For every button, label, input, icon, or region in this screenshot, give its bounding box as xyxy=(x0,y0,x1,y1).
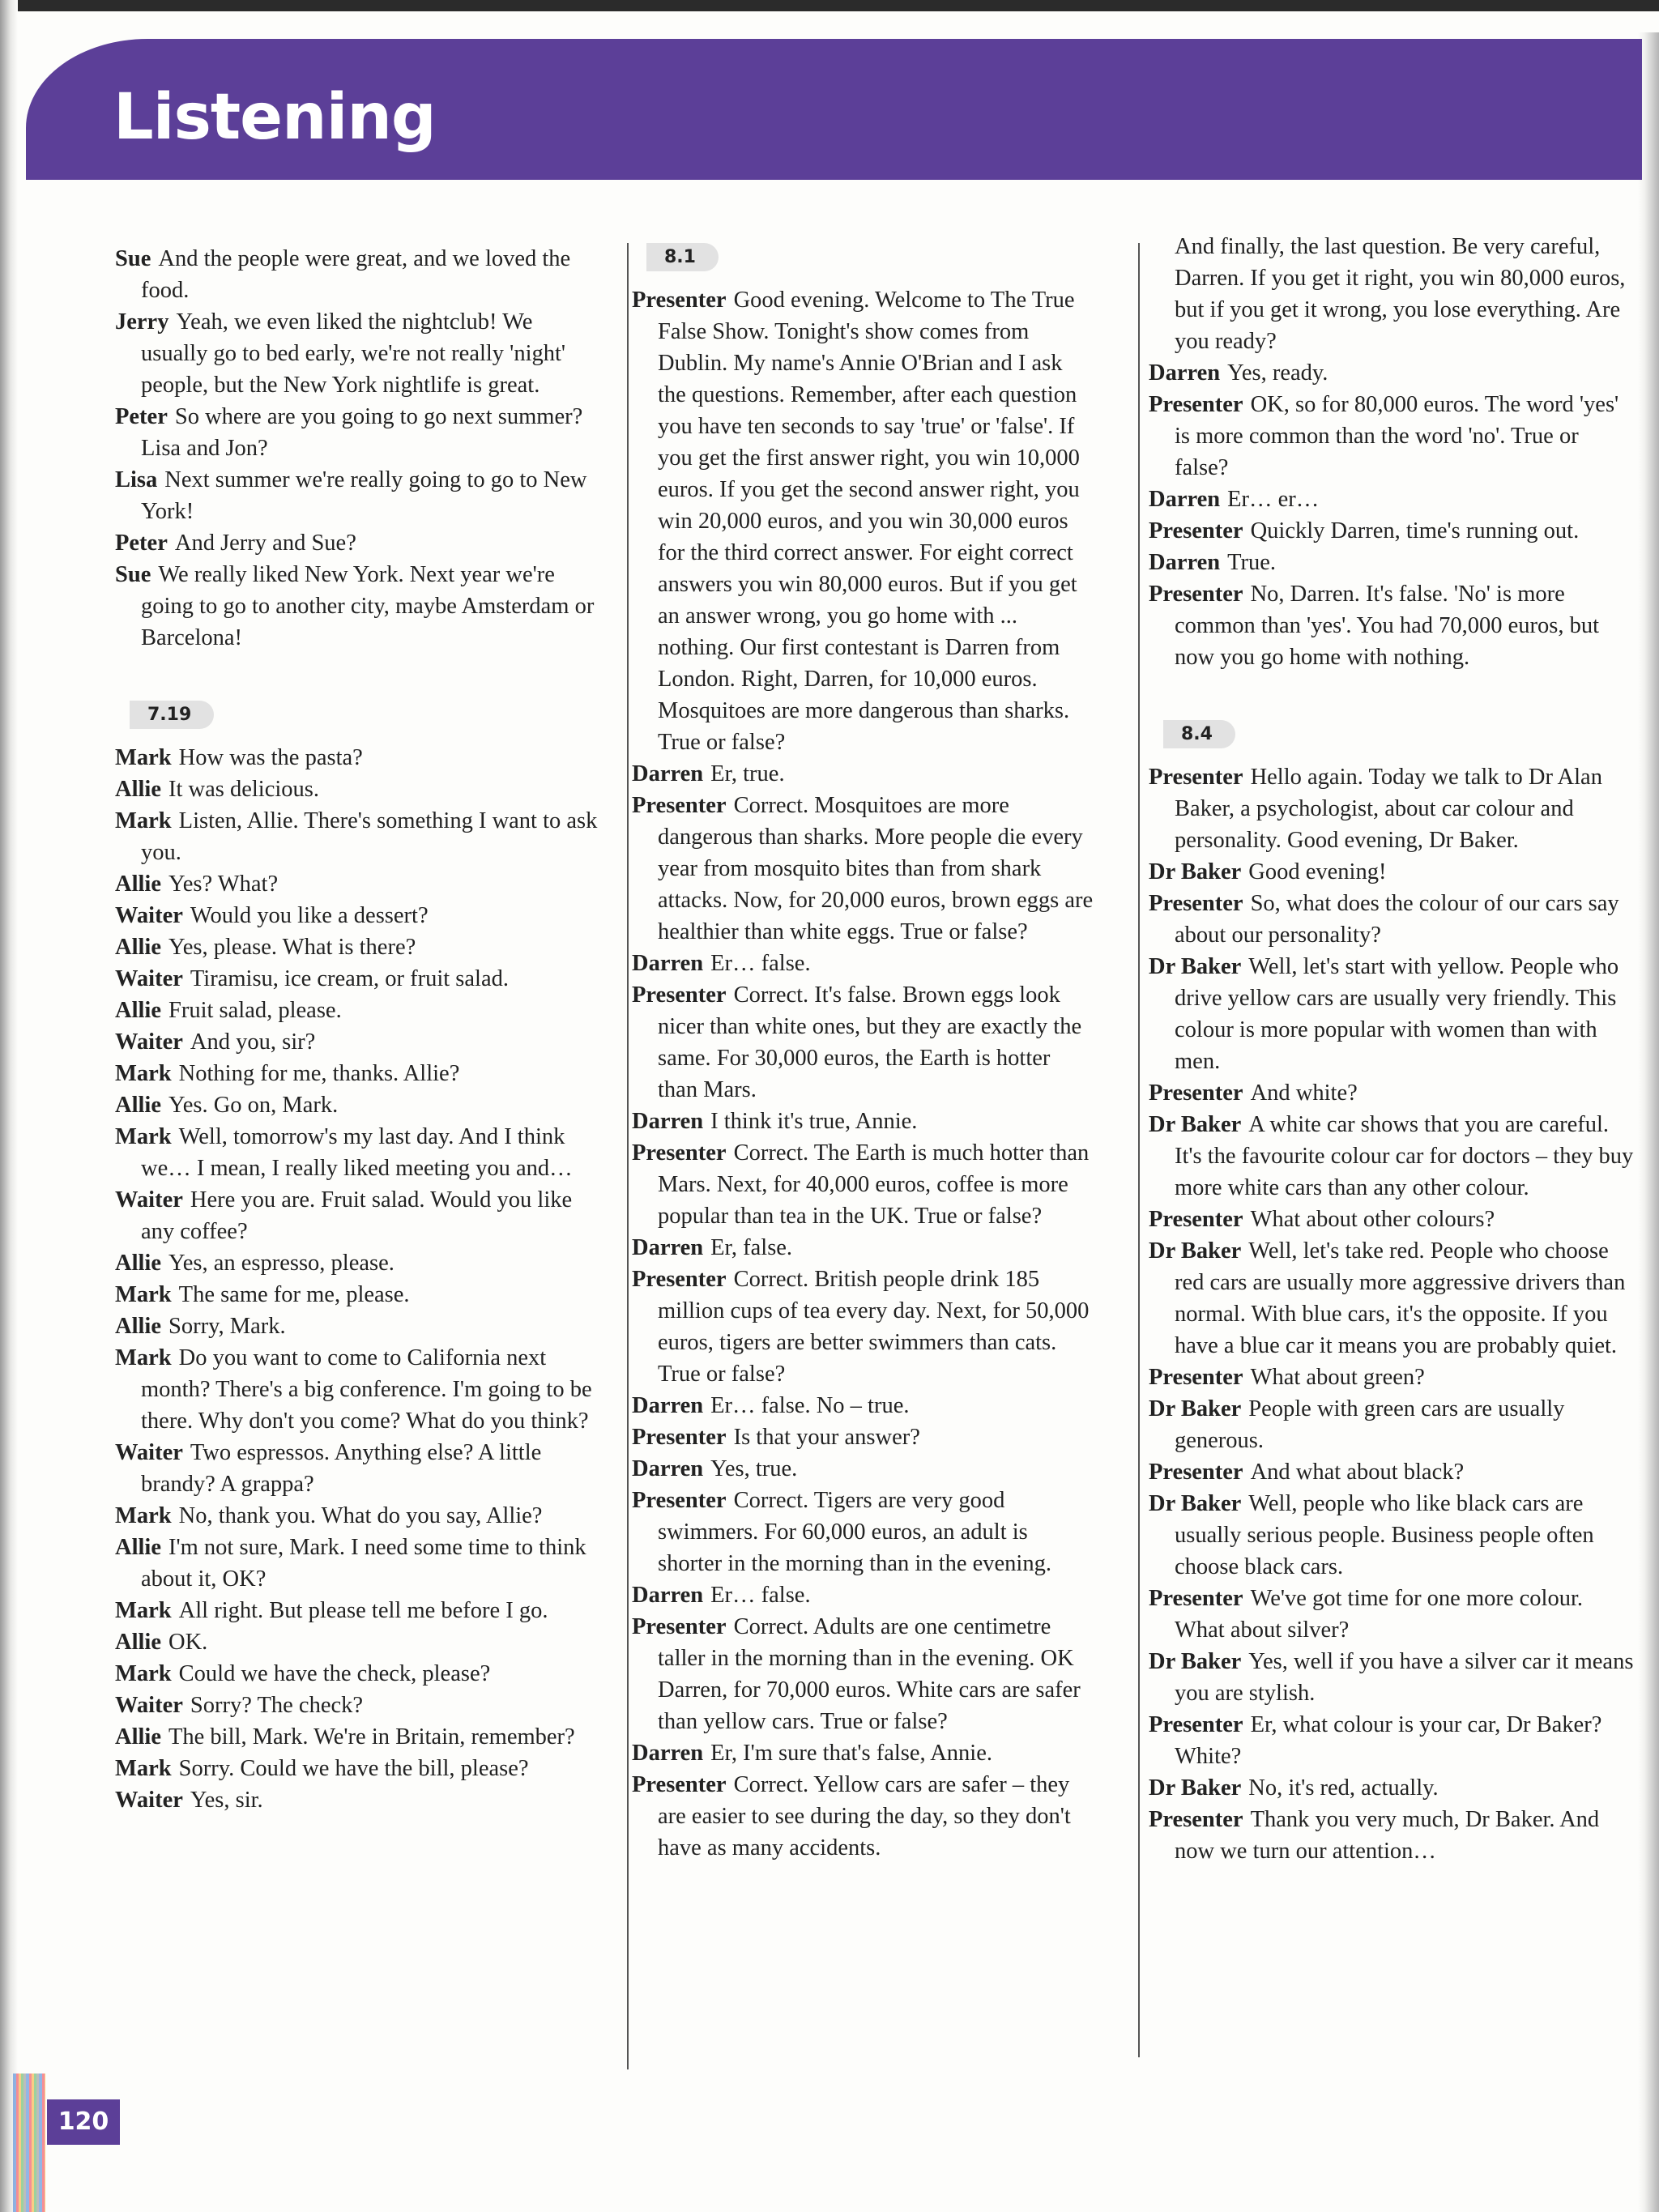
speaker-name: Presenter xyxy=(632,1267,727,1292)
dialogue-line xyxy=(115,1721,601,1753)
spoken-text: Correct. Mosquitoes are more dangerous than sharks. More people die every year from mosquito bites than from shark attacks. Now, for 20,000 euros, brown eggs are healthier than white eggs. True or false? xyxy=(658,793,1094,944)
spoken-text: Fruit salad, please. xyxy=(168,998,342,1023)
dialogue-line xyxy=(115,900,601,931)
spoken-text: Correct. Adults are one centimetre taller in the morning than in the evening. OK Darren, for 70,000 euros. White cars are safer than yellow cars. True or false? xyxy=(658,1614,1081,1734)
dialogue-line xyxy=(1149,1583,1635,1646)
dialogue-line xyxy=(1149,1362,1635,1393)
spoken-text: A white car shows that you are careful. It's the favourite colour car for doctors – they buy more white cars than any other colour. xyxy=(1175,1112,1634,1200)
dialogue-line xyxy=(632,1106,1094,1137)
dialogue-line xyxy=(632,1264,1094,1390)
speaker-name: Dr Baker xyxy=(1149,1238,1242,1264)
dialogue-line xyxy=(1149,515,1635,547)
speaker-name: Darren xyxy=(632,1456,704,1481)
dialogue-line xyxy=(632,1579,1094,1611)
speaker-name: Darren xyxy=(1149,487,1221,512)
dialogue-line xyxy=(632,790,1094,948)
dialogue-line xyxy=(632,948,1094,979)
speaker-name: Dr Baker xyxy=(1149,1775,1242,1801)
spoken-text: Do you want to come to California next month? There's a big conference. I'm going to be there. Why don't you come? What do you think? xyxy=(141,1345,592,1434)
page-gutter-shadow xyxy=(0,0,18,2212)
dialogue-line xyxy=(1149,1772,1635,1804)
dialogue-line xyxy=(1149,1646,1635,1709)
speaker-name: Presenter xyxy=(632,1425,727,1450)
dialogue-line xyxy=(1149,1488,1635,1583)
speaker-name: Dr Baker xyxy=(1149,954,1242,979)
dialogue-line xyxy=(1149,888,1635,951)
speaker-name: Peter xyxy=(115,404,168,429)
dialogue-line xyxy=(1149,1804,1635,1867)
speaker-name: Presenter xyxy=(632,1772,727,1797)
spoken-text: The same for me, please. xyxy=(178,1282,410,1307)
speaker-name: Presenter xyxy=(632,1140,727,1166)
dialogue-block xyxy=(1149,761,1635,1867)
track-number-badge: 7.19 xyxy=(130,701,214,729)
spoken-text: Yes, true. xyxy=(710,1456,798,1481)
dialogue-line xyxy=(115,1658,601,1690)
speaker-name: Dr Baker xyxy=(1149,1491,1242,1516)
dialogue-line xyxy=(115,527,601,559)
dialogue-line xyxy=(115,559,601,654)
speaker-name: Presenter xyxy=(632,1488,727,1513)
spoken-text: How was the pasta? xyxy=(178,745,363,770)
dialogue-line xyxy=(1149,389,1635,484)
spoken-text: Correct. Tigers are very good swimmers. For 60,000 euros, an adult is shorter in the morning than in the evening. xyxy=(658,1488,1051,1576)
dialogue-line xyxy=(115,1500,601,1532)
dialogue-line xyxy=(115,1784,601,1816)
spoken-text: What about other colours? xyxy=(1250,1207,1495,1232)
speaker-name: Presenter xyxy=(1149,1080,1243,1106)
dialogue-line xyxy=(115,1089,601,1121)
spoken-text: Hello again. Today we talk to Dr Alan Baker, a psychologist, about car colour and personality. Good evening, Dr Baker. xyxy=(1175,765,1602,853)
spoken-text: Correct. It's false. Brown eggs look nicer than white ones, but they are exactly the same. For 30,000 euros, the Earth is hotter than Mars. xyxy=(658,982,1082,1102)
speaker-name: Allie xyxy=(115,998,161,1023)
speaker-name: Presenter xyxy=(1149,1460,1243,1485)
spoken-text: What about green? xyxy=(1250,1365,1425,1390)
speaker-name: Waiter xyxy=(115,1187,183,1213)
speaker-name: Presenter xyxy=(632,1614,727,1639)
column-divider xyxy=(1138,243,1140,2057)
dialogue-line xyxy=(115,1532,601,1595)
spoken-text: And white? xyxy=(1250,1080,1358,1106)
spoken-text: So, what does the colour of our cars say about our personality? xyxy=(1175,891,1619,948)
dialogue-line xyxy=(632,1390,1094,1421)
speaker-name: Presenter xyxy=(1149,518,1243,543)
dialogue-line xyxy=(115,995,601,1026)
dialogue-line xyxy=(115,243,601,306)
spoken-text: Yes, ready. xyxy=(1227,360,1328,386)
spoken-text: Yes? What? xyxy=(168,872,279,897)
speaker-name: Allie xyxy=(115,935,161,960)
dialogue-line xyxy=(115,1595,601,1626)
speaker-name: Allie xyxy=(115,1093,161,1118)
speaker-name: Presenter xyxy=(1149,1712,1243,1737)
dialogue-line xyxy=(632,1737,1094,1769)
dialogue-line xyxy=(632,284,1094,758)
speaker-name: Presenter xyxy=(1149,392,1243,417)
continuation-text: And finally, the last question. Be very careful, Darren. If you get it right, you win 80,000 euros, but if you get it wrong, you lose everything. Are you ready? xyxy=(1175,234,1626,354)
dialogue-line xyxy=(115,868,601,900)
spoken-text: And you, sir? xyxy=(190,1029,316,1055)
spoken-text: Two espressos. Anything else? A little brandy? A grappa? xyxy=(141,1440,542,1497)
spoken-text: Yes, please. What is there? xyxy=(168,935,416,960)
speaker-name: Presenter xyxy=(1149,582,1243,607)
speaker-name: Mark xyxy=(115,808,172,833)
speaker-name: Presenter xyxy=(1149,765,1243,790)
spoken-text: Yeah, we even liked the nightclub! We usually go to bed early, we're not really 'night' people, but the New York nightlife is great. xyxy=(141,309,566,398)
spoken-text: Sorry. Could we have the bill, please? xyxy=(178,1756,529,1781)
dialogue-block xyxy=(1149,357,1635,673)
spoken-text: I think it's true, Annie. xyxy=(710,1109,918,1134)
spoken-text: Er… false. xyxy=(710,951,811,976)
page-number: 120 xyxy=(47,2099,120,2145)
speaker-name: Waiter xyxy=(115,903,183,928)
spoken-text: Good evening. Welcome to The True False Show. Tonight's show comes from Dublin. My name's Annie O'Brian and I ask the questions. Remember, after each question you have ten seconds to say 'true' or 'false'. If you get the first answer right, you win 10,000 euros. If you get the second answer right, you win 20,000 euros, and you win 30,000 euros for the third correct answer. For eight correct answers you win 80,000 euros. But if you get an answer wrong, you go home with ... nothing. Our first contestant is Darren from London. Right, Darren, for 10,000 euros. Mosquitoes are more dangerous than sharks. True or false? xyxy=(658,288,1080,755)
dialogue-line xyxy=(115,742,601,774)
dialogue-line xyxy=(1149,1456,1635,1488)
spoken-text: We've got time for one more colour. What about silver? xyxy=(1175,1586,1584,1643)
dialogue-line xyxy=(1149,856,1635,888)
spoken-text: Next summer we're really going to go to New York! xyxy=(141,467,587,524)
dialogue-line xyxy=(1149,1709,1635,1772)
spoken-text: So where are you going to go next summer? Lisa and Jon? xyxy=(141,404,583,461)
speaker-name: Mark xyxy=(115,1345,172,1370)
spoken-text: Well, tomorrow's my last day. And I think we… I mean, I really liked meeting you and… xyxy=(141,1124,573,1181)
dialogue-line xyxy=(1149,357,1635,389)
dialogue-block xyxy=(115,243,601,654)
dialogue-line xyxy=(115,1342,601,1437)
spoken-text: It was delicious. xyxy=(168,777,320,802)
speaker-name: Presenter xyxy=(1149,1586,1243,1611)
spoken-text: No, thank you. What do you say, Allie? xyxy=(178,1503,543,1528)
page-title: Listening xyxy=(113,81,436,154)
dialogue-line xyxy=(1149,1393,1635,1456)
spoken-text: Would you like a dessert? xyxy=(190,903,429,928)
speaker-name: Darren xyxy=(632,1741,704,1766)
spoken-text: OK, so for 80,000 euros. The word 'yes' is more common than the word 'no'. True or false? xyxy=(1175,392,1619,480)
speaker-name: Allie xyxy=(115,1251,161,1276)
spoken-text: Correct. Yellow cars are safer – they are easier to see during the day, so they don't have as many accidents. xyxy=(658,1772,1071,1860)
dialogue-line xyxy=(632,1769,1094,1864)
speaker-name: Allie xyxy=(115,872,161,897)
speaker-name: Allie xyxy=(115,1724,161,1750)
spoken-text: Correct. British people drink 185 million cups of tea every day. Next, for 50,000 euros, tigers are better swimmers than cats. True or false? xyxy=(658,1267,1090,1387)
column-divider xyxy=(627,243,629,2069)
speaker-name: Lisa xyxy=(115,467,158,492)
spoken-text: And the people were great, and we loved the food. xyxy=(141,246,571,303)
speaker-name: Mark xyxy=(115,1756,172,1781)
spoken-text: And Jerry and Sue? xyxy=(174,531,356,556)
spoken-text: True. xyxy=(1227,550,1277,575)
dialogue-line xyxy=(632,1485,1094,1579)
speaker-name: Presenter xyxy=(1149,891,1243,916)
speaker-name: Waiter xyxy=(115,1029,183,1055)
speaker-name: Presenter xyxy=(632,982,727,1008)
spoken-text: I'm not sure, Mark. I need some time to think about it, OK? xyxy=(141,1535,586,1592)
speaker-name: Presenter xyxy=(632,793,727,818)
spoken-text: Good evening! xyxy=(1248,859,1387,884)
dialogue-line xyxy=(1149,1235,1635,1362)
dialogue-line xyxy=(1149,1204,1635,1235)
speaker-name: Presenter xyxy=(1149,1807,1243,1832)
dialogue-line xyxy=(115,805,601,868)
spoken-text: Here you are. Fruit salad. Would you like any coffee? xyxy=(141,1187,573,1244)
dialogue-line xyxy=(632,758,1094,790)
dialogue-line xyxy=(115,1437,601,1500)
speaker-name: Darren xyxy=(632,1235,704,1260)
spoken-text: Sorry? The check? xyxy=(190,1693,364,1718)
dialogue-line xyxy=(115,963,601,995)
speaker-name: Allie xyxy=(115,777,161,802)
dialogue-line xyxy=(632,1421,1094,1453)
spoken-text: Is that your answer? xyxy=(733,1425,920,1450)
page-edge-shadow xyxy=(1638,32,1659,2212)
spoken-text: Er… false. No – true. xyxy=(710,1393,910,1418)
speaker-name: Mark xyxy=(115,1061,172,1086)
spoken-text: Quickly Darren, time's running out. xyxy=(1250,518,1580,543)
dialogue-block xyxy=(632,284,1094,1864)
speaker-name: Mark xyxy=(115,1598,172,1623)
dialogue-line xyxy=(115,1184,601,1247)
speaker-name: Jerry xyxy=(115,309,169,335)
dialogue-block xyxy=(115,742,601,1816)
speaker-name: Dr Baker xyxy=(1149,1649,1242,1674)
speaker-name: Waiter xyxy=(115,966,183,991)
speaker-name: Dr Baker xyxy=(1149,1112,1242,1137)
dialogue-line xyxy=(115,464,601,527)
speaker-name: Dr Baker xyxy=(1149,1396,1242,1421)
spoken-text: Yes. Go on, Mark. xyxy=(168,1093,339,1118)
spoken-text: OK. xyxy=(168,1630,208,1655)
spoken-text: Correct. The Earth is much hotter than Mars. Next, for 40,000 euros, coffee is more popular than tea in the UK. True or false? xyxy=(658,1140,1090,1229)
dialogue-line xyxy=(1149,547,1635,578)
column-1 xyxy=(115,243,601,1816)
dialogue-line xyxy=(115,931,601,963)
dialogue-line xyxy=(115,1753,601,1784)
dialogue-line xyxy=(632,979,1094,1106)
dialogue-line xyxy=(632,1232,1094,1264)
dialogue-line xyxy=(115,1279,601,1311)
column-2 xyxy=(632,243,1094,1864)
spoken-text: Well, let's start with yellow. People who drive yellow cars are usually very friendly. This colour is more popular with women than with men. xyxy=(1175,954,1619,1074)
spoken-text: Well, people who like black cars are usually serious people. Business people often choose black cars. xyxy=(1175,1491,1594,1579)
spoken-text: Listen, Allie. There's something I want to ask you. xyxy=(141,808,598,865)
spoken-text: Yes, an espresso, please. xyxy=(168,1251,394,1276)
spoken-text: And what about black? xyxy=(1250,1460,1465,1485)
speaker-name: Mark xyxy=(115,1503,172,1528)
speaker-name: Mark xyxy=(115,1661,172,1686)
spoken-text: Er, true. xyxy=(710,761,785,786)
dialogue-line xyxy=(115,1311,601,1342)
dialogue-line xyxy=(1149,761,1635,856)
dialogue-line xyxy=(115,1026,601,1058)
speaker-name: Darren xyxy=(632,1109,704,1134)
spoken-text: Er, what colour is your car, Dr Baker? White? xyxy=(1175,1712,1602,1769)
spoken-text: Er… er… xyxy=(1227,487,1320,512)
dialogue-line xyxy=(115,1690,601,1721)
dialogue-line xyxy=(1149,1109,1635,1204)
dialogue-line xyxy=(115,1626,601,1658)
speaker-name: Mark xyxy=(115,1124,172,1149)
speaker-name: Waiter xyxy=(115,1693,183,1718)
dialogue-line xyxy=(115,401,601,464)
speaker-name: Presenter xyxy=(632,288,727,313)
dialogue-line xyxy=(115,1121,601,1184)
speaker-name: Sue xyxy=(115,246,151,271)
dialogue-line xyxy=(632,1137,1094,1232)
spoken-text: Tiramisu, ice cream, or fruit salad. xyxy=(190,966,509,991)
speaker-name: Darren xyxy=(1149,360,1221,386)
speaker-name: Darren xyxy=(632,1583,704,1608)
track-number-badge: 8.1 xyxy=(646,243,719,271)
spoken-text: Sorry, Mark. xyxy=(168,1314,286,1339)
spoken-text: We really liked New York. Next year we're going to go to another city, maybe Amsterdam or Barcelona! xyxy=(141,562,595,650)
spoken-text: Well, let's take red. People who choose red cars are usually more aggressive drivers than normal. With blue cars, it's the opposite. If you have a blue car it means you are probably quiet. xyxy=(1175,1238,1626,1358)
dialogue-line xyxy=(115,1058,601,1089)
page-edge-tabs xyxy=(13,2073,45,2212)
speaker-name: Allie xyxy=(115,1535,161,1560)
spoken-text: No, it's red, actually. xyxy=(1248,1775,1439,1801)
spoken-text: All right. But please tell me before I go. xyxy=(178,1598,548,1623)
speaker-name: Sue xyxy=(115,562,151,587)
spoken-text: Yes, sir. xyxy=(190,1788,263,1813)
speaker-name: Darren xyxy=(632,1393,704,1418)
spoken-text: Could we have the check, please? xyxy=(178,1661,491,1686)
speaker-name: Presenter xyxy=(1149,1365,1243,1390)
dialogue-line xyxy=(632,1611,1094,1737)
dialogue-line xyxy=(115,306,601,401)
spoken-text: Er, I'm sure that's false, Annie. xyxy=(710,1741,992,1766)
track-number-badge: 8.4 xyxy=(1163,720,1235,748)
spoken-text: Yes, well if you have a silver car it means you are stylish. xyxy=(1175,1649,1634,1706)
speaker-name: Darren xyxy=(1149,550,1221,575)
speaker-name: Allie xyxy=(115,1314,161,1339)
spoken-text: People with green cars are usually generous. xyxy=(1175,1396,1565,1453)
dialogue-line xyxy=(1149,484,1635,515)
speaker-name: Presenter xyxy=(1149,1207,1243,1232)
spoken-text: The bill, Mark. We're in Britain, remember? xyxy=(168,1724,575,1750)
page-top-edge xyxy=(0,0,1659,11)
dialogue-line xyxy=(632,1453,1094,1485)
spoken-text: No, Darren. It's false. 'No' is more common than 'yes'. You had 70,000 euros, but now you go home with nothing. xyxy=(1175,582,1600,670)
speaker-name: Peter xyxy=(115,531,168,556)
dialogue-line xyxy=(1149,578,1635,673)
speaker-name: Mark xyxy=(115,1282,172,1307)
dialogue-line xyxy=(1149,1077,1635,1109)
speaker-name: Waiter xyxy=(115,1788,183,1813)
speaker-name: Allie xyxy=(115,1630,161,1655)
dialogue-line xyxy=(115,1247,601,1279)
spoken-text: Nothing for me, thanks. Allie? xyxy=(178,1061,460,1086)
spoken-text: Thank you very much, Dr Baker. And now we turn our attention… xyxy=(1175,1807,1600,1864)
spoken-text: Er… false. xyxy=(710,1583,811,1608)
dialogue-line xyxy=(1149,951,1635,1077)
speaker-name: Darren xyxy=(632,761,704,786)
dialogue-line xyxy=(115,774,601,805)
speaker-name: Waiter xyxy=(115,1440,183,1465)
speaker-name: Darren xyxy=(632,951,704,976)
spoken-text: Er, false. xyxy=(710,1235,793,1260)
speaker-name: Mark xyxy=(115,745,172,770)
speaker-name: Dr Baker xyxy=(1149,859,1242,884)
column-3 xyxy=(1149,231,1635,1867)
